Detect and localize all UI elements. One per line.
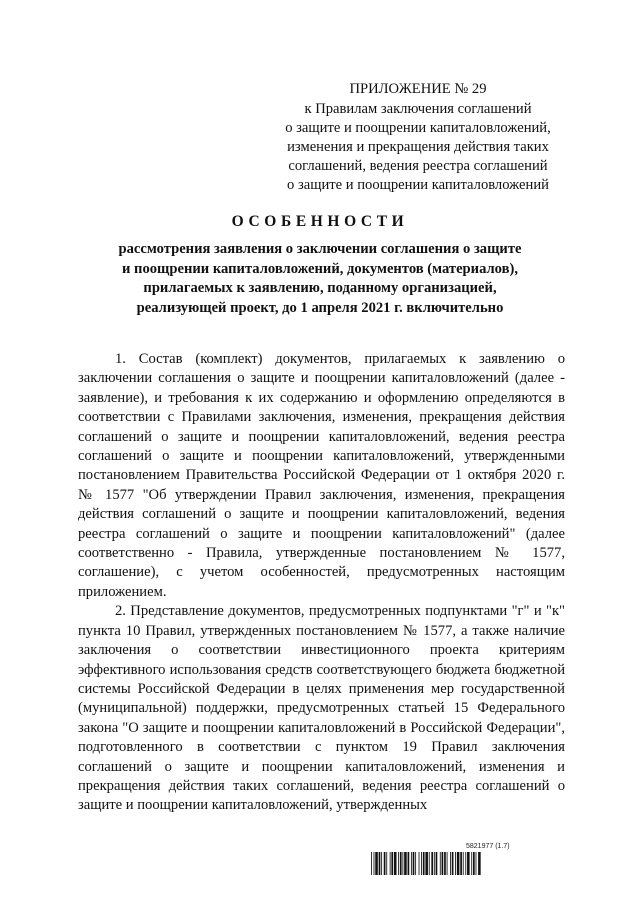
subtitle-line: прилагаемых к заявлению, поданному организацией, [143, 280, 497, 296]
document-subtitle [90, 240, 550, 318]
appendix-line: к Правилам заключения соглашений [304, 101, 532, 117]
document-title: ОСОБЕННОСТИ [231, 213, 409, 230]
barcode-icon [371, 852, 567, 875]
document-body [78, 350, 565, 816]
appendix-header [268, 80, 568, 195]
subtitle-line: рассмотрения заявления о заключении соглашения о защите [118, 241, 522, 257]
paragraph-2: 2. Представление документов, предусмотренных подпунктами "г" и "к" пункта 10 Правил, утвержденных постановлением № 1577, а также наличие заключения о соответствии инвестиционного проекта критериям эффективного использования средств соответствующего бюджета бюджетной системы Российской Федерации в целях применения мер государственной (муниципальной) поддержки, предусмотренных статьей 15 Федерального закона "О защите и поощрении капиталовложений в Российской Федерации", подготовленного в соответствии с пунктом 19 Правил заключения соглашений о защите и поощрении капиталовложений, изменения и прекращения действия таких соглашений, ведения реестра соглашений о защите и поощрении капиталовложений, утвержденных [78, 603, 565, 814]
appendix-line: соглашений, ведения реестра соглашений [288, 158, 548, 174]
appendix-line: о защите и поощрении капиталовложений, [285, 120, 551, 136]
appendix-title: ПРИЛОЖЕНИЕ № 29 [349, 81, 487, 97]
subtitle-line: и поощрении капиталовложений, документов (материалов), [121, 260, 519, 277]
paragraph-1: 1. Состав (комплект) документов, прилагаемых к заявлению о заключении соглашения о защите и поощрении капиталовложений (далее - заявление), и требования к их содержанию и оформлению определяются в соответствии с Правилами заключения, изменения, прекращения действия соглашений о защите и поощрении капиталовложений, ведения реестра соглашений о защите и поощрении капиталовложений, утвержденными постановлением Правительства Российской Федерации от 1 октября 2020 г. № 1577 "Об утверждении Правил заключения, изменения, прекращения действия соглашений о защите и поощрении капиталовложений, ведения реестра соглашений о защите и поощрении капиталовложений" (далее соответственно - Правила, утвержденные постановлением № 1577, соглашение), с учетом особенностей, предусмотренных настоящим приложением. [78, 351, 565, 600]
appendix-line: о защите и поощрении капиталовложений [287, 177, 549, 193]
subtitle-line: реализующей проект, до 1 апреля 2021 г. включительно [136, 299, 504, 316]
document-code: 5821977 (1.7) [466, 843, 510, 850]
appendix-line: изменения и прекращения действия таких [287, 139, 549, 155]
